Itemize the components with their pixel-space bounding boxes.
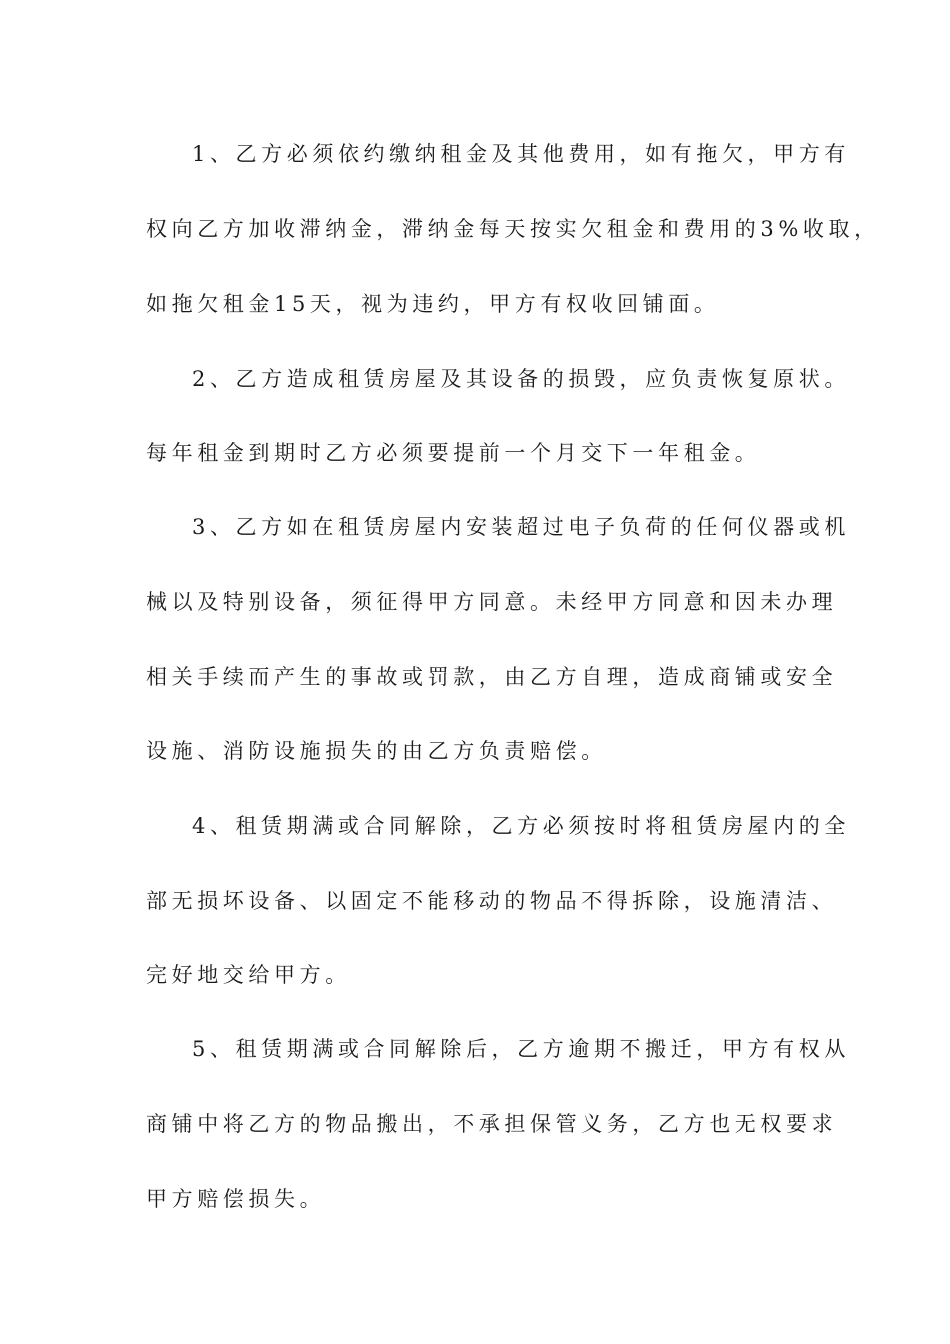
clause-3-line-2: 械以及特别设备，须征得甲方同意。未经甲方同意和因未办理 xyxy=(146,590,838,614)
clause-3-line-1: 3、乙方如在租赁房屋内安装超过电子负荷的任何仪器或机 xyxy=(192,515,850,539)
clause-1-line-1: 1、乙方必须依约缴纳租金及其他费用，如有拖欠，甲方有 xyxy=(192,142,850,166)
clause-3-line-4: 设施、消防设施损失的由乙方负责赔偿。 xyxy=(146,739,607,763)
clause-4-line-2: 部无损坏设备、以固定不能移动的物品不得拆除，设施清洁、 xyxy=(146,889,838,913)
clause-3-line-3: 相关手续而产生的事故或罚款，由乙方自理，造成商铺或安全 xyxy=(146,665,838,689)
clause-5-line-1: 5、租赁期满或合同解除后，乙方逾期不搬迁，甲方有权从 xyxy=(192,1037,850,1061)
clause-5-line-3: 甲方赔偿损失。 xyxy=(146,1187,326,1211)
clause-4-line-1: 4、租赁期满或合同解除，乙方必须按时将租赁房屋内的全 xyxy=(192,814,850,838)
clause-5-line-2: 商铺中将乙方的物品搬出，不承担保管义务，乙方也无权要求 xyxy=(146,1112,838,1136)
clause-2-line-1: 2、乙方造成租赁房屋及其设备的损毁，应负责恢复原状。 xyxy=(192,367,850,391)
clause-4-line-3: 完好地交给甲方。 xyxy=(146,963,351,987)
clause-1-line-2: 权向乙方加收滞纳金，滞纳金每天按实欠租金和费用的3%收取， xyxy=(146,217,880,241)
clause-1-line-3: 如拖欠租金15天，视为违约，甲方有权收回铺面。 xyxy=(146,292,720,316)
clause-2-line-2: 每年租金到期时乙方必须要提前一个月交下一年租金。 xyxy=(146,441,761,465)
